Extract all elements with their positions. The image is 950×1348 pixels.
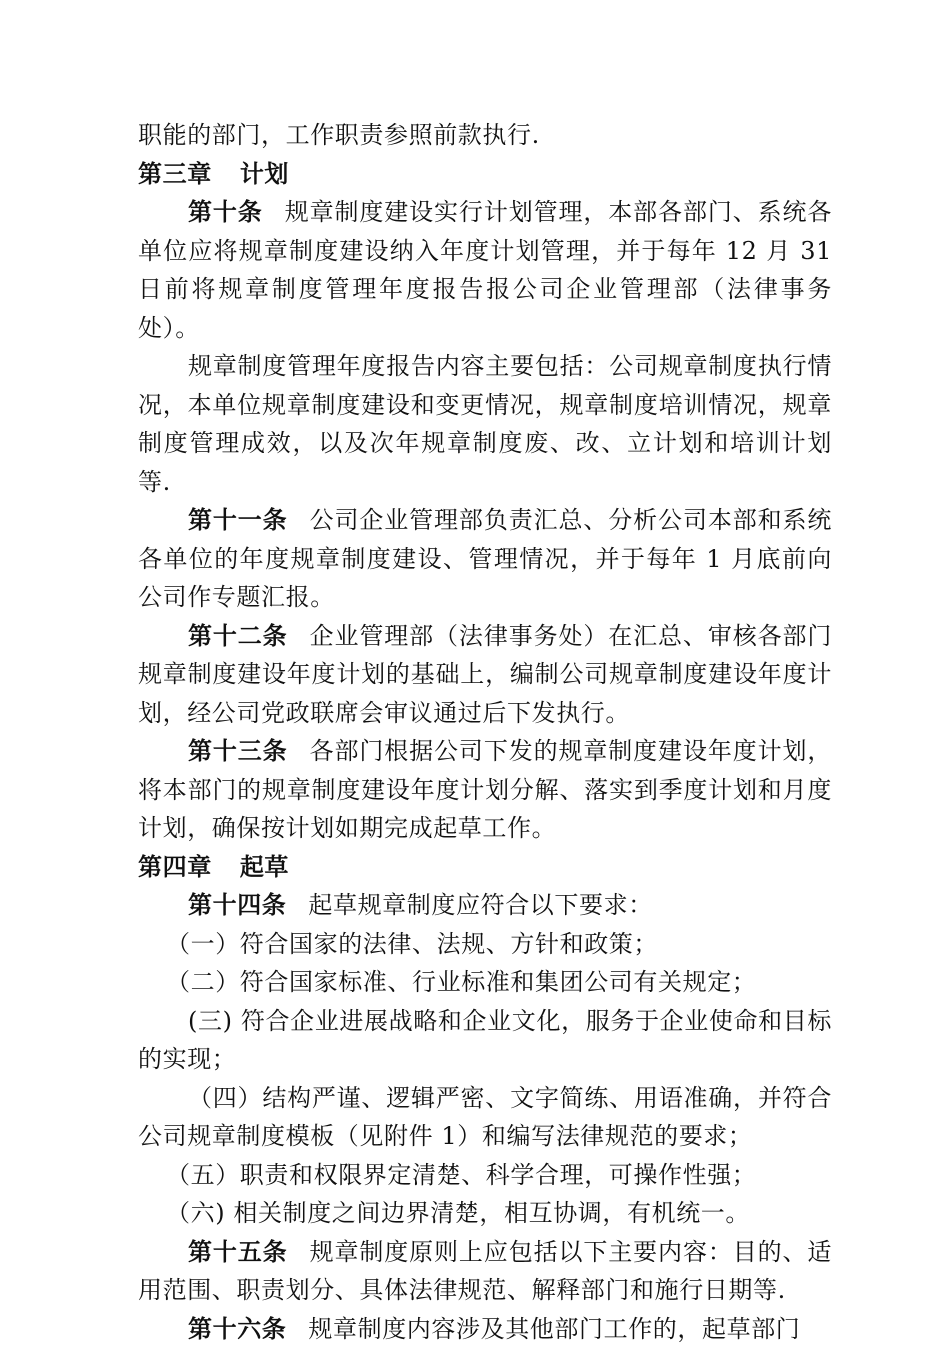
article-14-item-2: （二）符合国家标准、行业标准和集团公司有关规定； xyxy=(138,963,832,1002)
article-13 xyxy=(138,732,832,848)
article-13-text: 各部门根据公司下发的规章制度建设年度计划，将本部门的规章制度建设年度计划分解、落实到季度计划和月度计划，确保按计划如期完成起草工作。 xyxy=(138,737,832,842)
article-14-label: 第十四条 xyxy=(188,891,286,919)
chapter-3-number: 第三章 xyxy=(138,160,212,188)
article-11 xyxy=(138,501,832,617)
article-10-paragraph-2: 规章制度管理年度报告内容主要包括：公司规章制度执行情况，本单位规章制度建设和变更情况，规章制度培训情况，规章制度管理成效，以及次年规章制度废、改、立计划和培训计划等. xyxy=(138,347,832,501)
article-12-text: 企业管理部（法律事务处）在汇总、审核各部门规章制度建设年度计划的基础上，编制公司规章制度建设年度计划，经公司党政联席会审议通过后下发执行。 xyxy=(138,622,832,727)
article-16 xyxy=(138,1310,832,1348)
article-10-text: 规章制度建设实行计划管理，本部各部门、系统各单位应将规章制度建设纳入年度计划管理，并于每年 12 月 31 日前将规章制度管理年度报告报公司企业管理部（法律事务处）。 xyxy=(138,198,832,342)
article-15 xyxy=(138,1233,832,1310)
continued-paragraph: 职能的部门，工作职责参照前款执行. xyxy=(138,116,832,155)
article-14-item-6: （六) 相关制度之间边界清楚，相互协调，有机统一。 xyxy=(138,1194,832,1233)
article-14-item-3: (三) 符合企业进展战略和企业文化，服务于企业使命和目标的实现； xyxy=(138,1002,832,1079)
article-16-text: 规章制度内容涉及其他部门工作的，起草部门 xyxy=(308,1315,800,1343)
article-10 xyxy=(138,193,832,347)
article-16-label: 第十六条 xyxy=(188,1315,286,1343)
article-10-label: 第十条 xyxy=(188,198,263,226)
article-15-text: 规章制度原则上应包括以下主要内容：目的、适用范围、职责划分、具体法律规范、解释部门和施行日期等. xyxy=(138,1238,832,1305)
article-13-label: 第十三条 xyxy=(188,737,288,765)
article-12-label: 第十二条 xyxy=(188,622,288,650)
chapter-4-title: 起草 xyxy=(240,853,289,881)
chapter-4-number: 第四章 xyxy=(138,853,212,881)
chapter-3-heading xyxy=(138,155,832,194)
article-14-item-1: （一）符合国家的法律、法规、方针和政策； xyxy=(138,925,832,964)
article-15-label: 第十五条 xyxy=(188,1238,288,1266)
article-11-text: 公司企业管理部负责汇总、分析公司本部和系统各单位的年度规章制度建设、管理情况，并于每年 1 月底前向公司作专题汇报。 xyxy=(138,506,832,611)
article-14-item-5: （五）职责和权限界定清楚、科学合理，可操作性强； xyxy=(138,1156,832,1195)
article-14-item-4: （四）结构严谨、逻辑严密、文字简练、用语准确，并符合公司规章制度模板（见附件 1）和编写法律规范的要求； xyxy=(138,1079,832,1156)
article-14 xyxy=(138,886,832,925)
article-11-label: 第十一条 xyxy=(188,506,288,534)
article-12 xyxy=(138,617,832,733)
article-14-text: 起草规章制度应符合以下要求： xyxy=(308,891,652,919)
chapter-3-title: 计划 xyxy=(240,160,289,188)
chapter-4-heading xyxy=(138,848,832,887)
document-body xyxy=(138,116,832,1348)
